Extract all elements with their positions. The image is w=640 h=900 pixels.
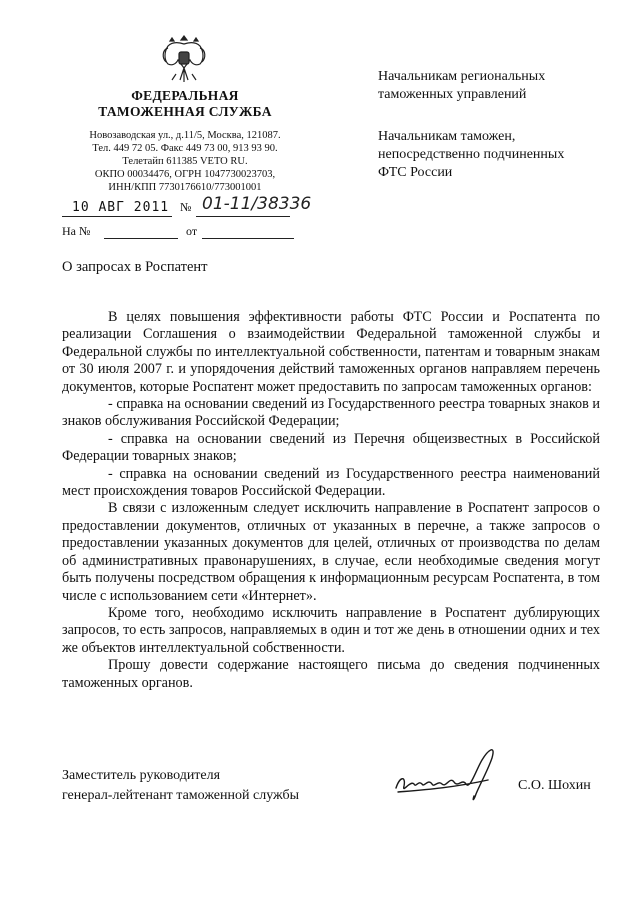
recipient-line: таможенных управлений [378,87,527,102]
recipient-block-2 [378,128,628,182]
recipient-line: Начальникам таможен, [378,129,516,144]
org-name-line2: ТАМОЖЕННАЯ СЛУЖБА [98,104,272,119]
number-label: № [180,200,192,214]
body-paragraph: Кроме того, необходимо исключить направление в Роспатент дублирующих запросов, то есть запросов, направляемых в один и тот же день в отношении одних и тех же объектов интеллектуальной собственности. [62,604,600,656]
position-line: Заместитель руководителя [62,768,221,783]
position-line: генерал-лейтенант таможенной службы [62,788,300,803]
address-line: Тел. 449 72 05. Факс 449 73 00, 913 93 90. [92,143,278,154]
reference-from-label: от [186,224,198,238]
address-line: ОКПО 00034476, ОГРН 1047730023703, [94,169,276,180]
org-name-line1: ФЕДЕРАЛЬНАЯ [131,88,239,103]
recipient-line: ФТС России [378,165,453,180]
double-headed-eagle-icon [160,30,208,86]
org-address-block [50,129,320,194]
body-paragraph: Прошу довести содержание настоящего письма до сведения подчиненных таможенных органов. [62,657,600,691]
recipient-line: Начальникам региональных [378,69,546,84]
letter-number: 01-11/38336 [202,194,312,214]
handwritten-signature-icon [392,740,512,810]
signatory-name: С.О. Шохин [518,778,591,793]
recipient-line: непосредственно подчиненных [378,147,565,162]
registration-line [62,194,332,220]
address-line: Телетайп 611385 VETO RU. [122,156,248,167]
reference-line [62,224,332,244]
signatory-position [62,766,299,806]
letter-body [62,309,600,692]
list-item: - справка на основании сведений из Государственного реестра товарных знаков и знаков обслуживания Российской Федерации; [62,396,600,430]
body-paragraph: В связи с изложенным следует исключить направление в Роспатент запросов о предоставлении документов, отличных от указанных в перечне, а также запросов о предоставлении указанных документов для целей, отличных от производства по делам об административных правонарушениях, в случае, если необходимые сведения могут быть получены посредством обращения к информационным ресурсам Роспатента, в том числе с использованием сети «Интернет». [62,500,600,604]
address-line: ИНН/КПП 7730176610/773001001 [108,182,262,193]
list-item: - справка на основании сведений из Государственного реестра наименований мест происхождения товаров Российской Федерации. [62,465,600,500]
letter-subject: О запросах в Роспатент [62,259,208,275]
letter-date: 10 АВГ 2011 [72,200,170,215]
address-line: Новозаводская ул., д.11/5, Москва, 121087. [89,130,281,141]
recipient-block-1 [378,68,628,104]
reference-number-label: На № [62,224,91,238]
body-paragraph: В целях повышения эффективности работы ФТС России и Роспатента по реализации Соглашения о взаимодействии Федеральной таможенной службы и Федеральной службы по интеллектуальной собственности, патентам и товарным знакам от 30 июля 2007 г. и упорядочения действий таможенных органов направляем перечень документов, которые Роспатент может предоставить по запросам таможенных органов: [62,309,600,395]
list-item: - справка на основании сведений из Перечня общеизвестных в Российской Федерации товарных знаков; [62,430,600,465]
